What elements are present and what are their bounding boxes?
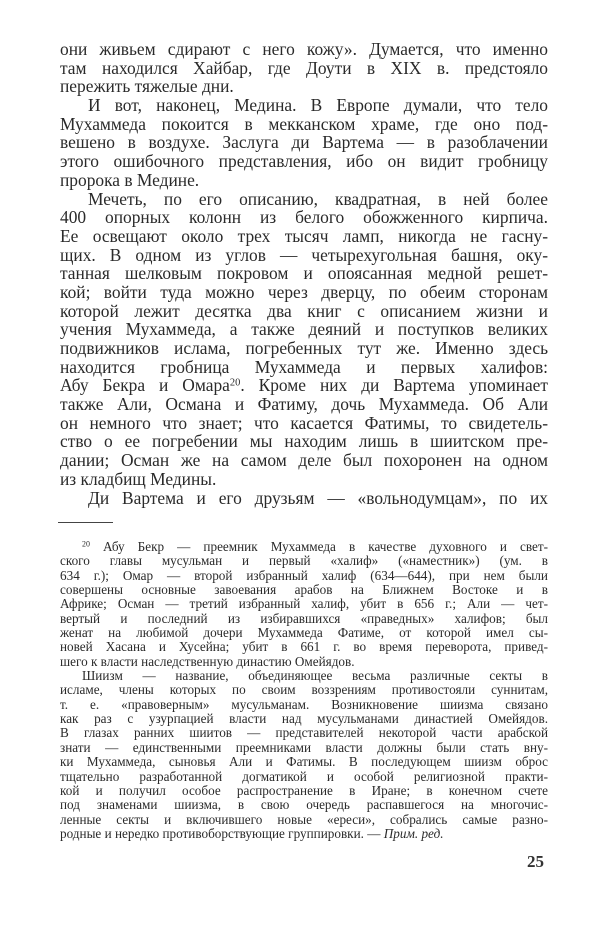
footnote-line (60, 540, 548, 554)
text-line (60, 302, 548, 321)
footnote-number: 20 (82, 539, 90, 549)
text-line (60, 470, 548, 489)
line-text: знати — единственными преемниками власти должны были стать вну- (60, 739, 548, 755)
footnote-line (60, 597, 548, 611)
line-text: вешено в воздухе. Заслуга ди Вартема — в разоблачении (60, 132, 548, 153)
text-line (60, 395, 548, 414)
text-line (60, 432, 548, 451)
footnote-line (60, 813, 548, 827)
text-line (60, 489, 548, 508)
text-line (60, 190, 548, 209)
footnote-line (60, 741, 548, 755)
line-text: тщательно разработанной догматикой и особой религиозной практи- (60, 768, 548, 784)
text-line (60, 339, 548, 358)
main-text (60, 40, 548, 507)
line-text: исламе, члены которых по своим воззрениям противостояли суннитам, (60, 682, 548, 698)
line-text: которой лежит десятка два книг с описанием жизни и (60, 300, 548, 321)
line-text: дании; Осман же на самом деле был похоронен на одном (60, 450, 548, 471)
line-text: Абу Бекр — преемник Мухаммеда в качестве духовного и свет- (89, 539, 548, 554)
page-number: 25 (527, 852, 544, 871)
line-text: ленные секты и включившего новые «ереси», собрались самые разно- (60, 811, 548, 827)
line-text: ки Мухаммеда, сыновья Али и Фатимы. В последующем шиизм оброс (60, 754, 548, 770)
footnote-line (60, 712, 548, 726)
text-line (60, 96, 548, 115)
text-line (60, 264, 548, 283)
footnote-line (60, 726, 548, 740)
footnote-line (60, 569, 548, 583)
text-line (60, 246, 548, 265)
line-text: из кладбищ Медины. (60, 468, 217, 489)
footnotes (60, 540, 548, 841)
line-text: там находился Хайбар, где Доути в XIX в. предстояло (60, 57, 548, 78)
footnote-line (60, 554, 548, 568)
line-text: этого ошибочного представления, ибо он видит гробницу (60, 151, 548, 172)
text-line (60, 115, 548, 134)
line-text: Ее освещают около трех тысяч ламп, никогда не гасну- (60, 225, 548, 246)
line-text: также Али, Османа и Фатиму, дочь Мухаммеда. Об Али (60, 394, 548, 415)
line-text: родные и нередко противоборствующие группировки. — (60, 825, 384, 841)
text-line (60, 77, 548, 96)
line-text: шего к власти наследственную династию Омейядов. (60, 653, 355, 669)
line-text: подвижников ислама, погребенных тут же. Именно здесь (60, 338, 548, 358)
editor-note: Прим. ред. (383, 825, 444, 841)
text-line (60, 208, 548, 227)
footnote-line (60, 770, 548, 784)
line-text: ского главы мусульман и первый «халиф» («наместник») (ум. в (60, 553, 548, 569)
line-text: Мечеть, по его описанию, квадратная, в ней более (88, 188, 548, 209)
line-text: ство о ее погребении мы находим лишь в шиитском пре- (60, 431, 548, 452)
text-line (60, 152, 548, 171)
text-line (60, 227, 548, 246)
line-text: они живьем сдирают с него кожу». Думается, что именно (60, 39, 548, 59)
line-text: т. е. «правоверным» мусульманам. Возникновение шиизма связано (60, 696, 548, 712)
footnote-divider (58, 522, 113, 523)
line-text: он немного что знает; что касается Фатимы, то свидетель- (60, 412, 548, 433)
footnote-reference: 20 (229, 377, 241, 389)
line-text: как раз с узурпацией власти над мусульманами династией Омейядов. (60, 711, 548, 727)
text-line (60, 171, 548, 190)
footnote-line (60, 784, 548, 798)
footnote-line (60, 755, 548, 769)
footnote-line (60, 583, 548, 597)
footnote-line (60, 683, 548, 697)
footnote-line (60, 698, 548, 712)
line-text: пророка в Медине. (60, 169, 200, 190)
text-line (60, 414, 548, 433)
line-text: Африке; Осман — третий избранный халиф, убит в 656 г.; Али — чет- (60, 596, 548, 612)
text-line (60, 133, 548, 152)
footnote-line (60, 640, 548, 654)
line-text: щих. В одном из углов — четырехугольная башня, оку- (60, 244, 548, 265)
line-text: новей Хасана и Хусейна; убит в 661 г. во время переворота, привед- (60, 639, 548, 655)
line-text: . Кроме них ди Вартема упоминает (240, 375, 548, 396)
line-text: под знаменами шиизма, в свою очередь распавшегося на многочис- (60, 797, 548, 813)
footnote-line (60, 612, 548, 626)
text-line (60, 40, 548, 59)
line-text: совершены основные завоевания арабов на Ближнем Востоке и в (60, 582, 548, 598)
footnote-line (60, 655, 548, 669)
footnote-line (60, 798, 548, 812)
line-text: Шиизм — название, объединяющее весьма различные секты в (82, 668, 548, 684)
text-line (60, 358, 548, 377)
line-text: Абу Бекра и Омара (60, 375, 230, 396)
line-text: В глазах ранних шиитов — представителей некоторой части арабской (60, 725, 548, 741)
line-text: 400 опорных колонн из белого обожженного кирпича. (60, 207, 548, 228)
line-text: 634 г.); Омар — второй избранный халиф (634—644), при нем были (60, 567, 548, 583)
footnote-line (60, 669, 548, 683)
footnote-line (60, 827, 548, 841)
text-line (60, 451, 548, 470)
line-text: кой и получил особое распространение в Иране; в конечном счете (60, 782, 548, 798)
text-line (60, 59, 548, 78)
line-text: вертый и последний из избиравшихся «праведных» халифов; был (60, 610, 548, 626)
line-text: Мухаммеда покоится в мекканском храме, где оно под- (60, 113, 548, 134)
line-text: находится гробница Мухаммеда и первых халифов: (60, 356, 548, 377)
line-text: кой; войти туда можно через дверцу, по обеим сторонам (60, 281, 548, 302)
text-line (60, 320, 548, 339)
text-line (60, 283, 548, 302)
line-text: Ди Вартема и его друзьям — «вольнодумцам», по их (88, 487, 548, 508)
line-text: учения Мухаммеда, а также деяний и поступков великих (60, 319, 548, 340)
line-text: пережить тяжелые дни. (60, 76, 234, 97)
line-text: И вот, наконец, Медина. В Европе думали, что тело (88, 95, 548, 116)
text-line (60, 376, 548, 395)
line-text: танная шелковым покровом и опоясанная медной решет- (60, 263, 548, 284)
footnote-line (60, 626, 548, 640)
line-text: женат на любимой дочери Мухаммеда Фатиме, от которой имел сы- (60, 625, 548, 641)
